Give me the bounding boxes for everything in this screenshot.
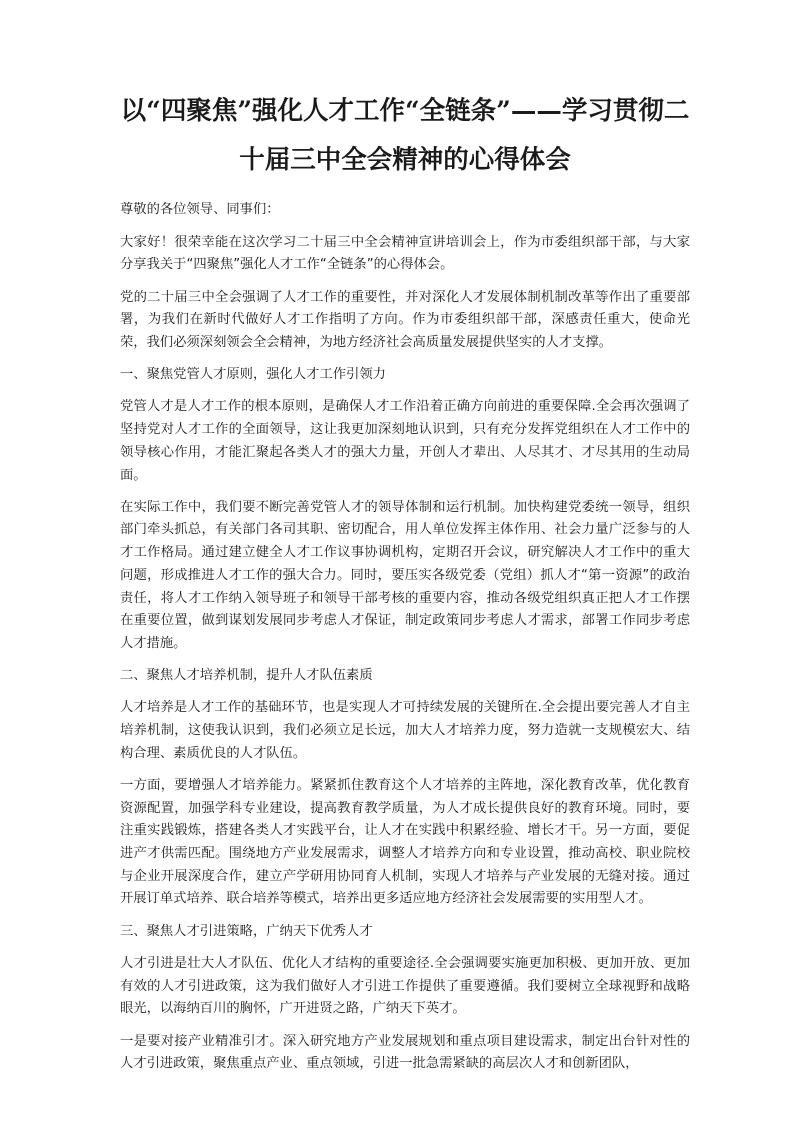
salutation: 尊敬的各位领导、同事们：: [120, 202, 280, 217]
title-line-2: 十届三中全会精神的心得体会: [239, 145, 571, 175]
paragraph: 一方面，要增强人才培养能力。紧紧抓住教育这个人才培养的主阵地，深化教育改革，优化教育资源配置，加强学科专业建设，提高教育教学质量，为人才成长提供良好的教育环境。同时，要注重实践锻炼，搭建各类人才实践平台，让人才在实践中积累经验、增长才干。另一方面，要促进产才供需匹配。围绕地方产业发展需求，调整人才培养方向和专业设置，推动高校、职业院校与企业开展深度合作，建立产学研用协同育人机制，实现人才培养与产业发展的无缝对接。通过开展订单式培养、联合培养等模式，培养出更多适应地方经济社会发展需要的实用型人才。: [120, 777, 690, 907]
document-title: [120, 92, 690, 179]
section-heading-2: 二、聚焦人才培养机制，提升人才队伍素质: [120, 668, 373, 684]
paragraph-greeting: 大家好！很荣幸能在这次学习二十届三中全会精神宣讲培训会上，作为市委组织部干部，与大家分享我关于“四聚焦”强化人才工作“全链条”的心得体会。: [120, 234, 690, 273]
paragraph: 人才培养是人才工作的基础环节，也是实现人才可持续发展的关键所在.全会提出要完善人才自主培养机制，这使我认识到，我们必须立足长远，加大人才培养力度，努力造就一支规模宏大、结构合理、素质优良的人才队伍。: [120, 700, 690, 761]
paragraph: 一是要对接产业精准引才。深入研究地方产业发展规划和重点项目建设需求，制定出台针对性的人才引进政策，聚焦重点产业、重点领域，引进一批急需紧缺的高层次人才和创新团队，: [120, 1033, 690, 1072]
paragraph: 在实际工作中，我们要不断完善党管人才的领导体制和运行机制。加快构建党委统一领导，组织部门牵头抓总，有关部门各司其职、密切配合，用人单位发挥主体作用、社会力量广泛参与的人才工作格局。通过建立健全人才工作议事协调机构，定期召开会议，研究解决人才工作中的重大问题，形成推进人才工作的强大合力。同时，要压实各级党委（党组）抓人才“第一资源”的政治责任，将人才工作纳入领导班子和领导干部考核的重要内容，推动各级党组织真正把人才工作摆在重要位置，做到谋划发展同步考虑人才保证，制定政策同步考虑人才需求，部署工作同步考虑人才措施。: [120, 499, 690, 651]
section-heading-1: 一、聚焦党管人才原则，强化人才工作引领力: [120, 367, 386, 383]
section-heading-3: 三、聚焦人才引进策略，广纳天下优秀人才: [120, 923, 373, 939]
document-body: [120, 199, 690, 1076]
paragraph: 人才引进是壮大人才队伍、优化人才结构的重要途径.全会强调要实施更加积极、更加开放、更加有效的人才引进政策，这为我们做好人才引进工作提供了重要遵循。我们要树立全球视野和战略眼光，以海纳百川的胸怀，广开进贤之路，广纳天下英才。: [120, 955, 690, 1017]
paragraph: 党管人才是人才工作的根本原则，是确保人才工作沿着正确方向前进的重要保障.全会再次强调了坚持党对人才工作的全面领导，这让我更加深刻地认识到，只有充分发挥党组织在人才工作中的领导核心作用，才能汇聚起各类人才的强大力量，开创人才辈出、人尽其才、才尽其用的生动局面。: [120, 399, 690, 483]
paragraph-intro: 党的二十届三中全会强调了人才工作的重要性，并对深化人才发展体制机制改革等作出了重要部署，为我们在新时代做好人才工作指明了方向。作为市委组织部干部，深感责任重大，使命光荣，我们必须深刻领会全会精神，为地方经济社会高质量发展提供坚实的人才支撑。: [120, 289, 690, 351]
title-line-1: 以“四聚焦”强化人才工作“全链条”——学习贯彻二: [120, 96, 690, 126]
